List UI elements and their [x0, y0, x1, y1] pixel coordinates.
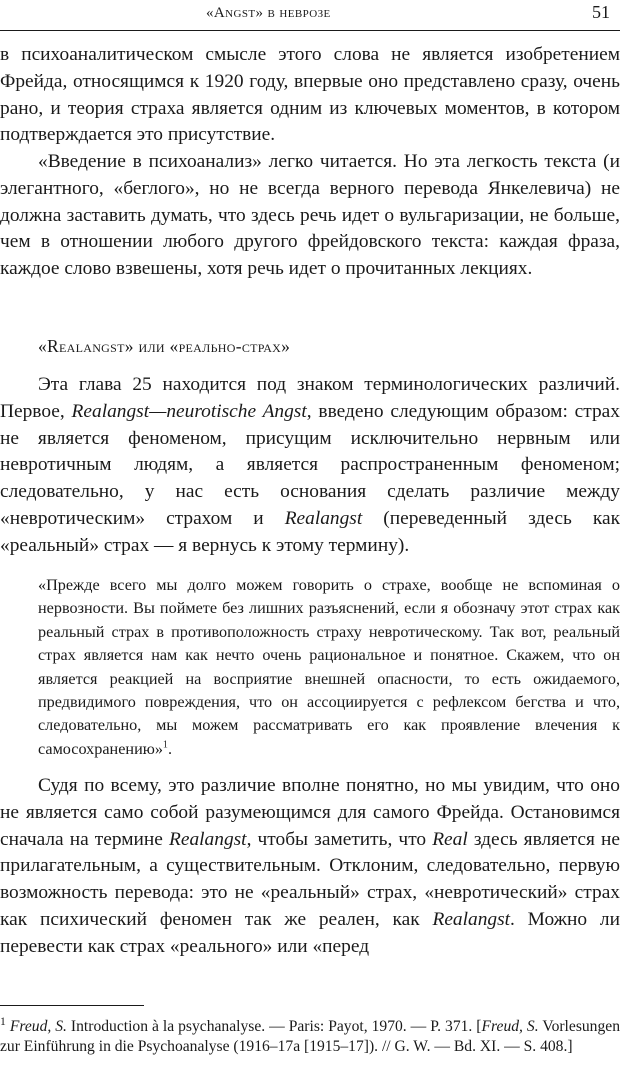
paragraph-4-text-c: , чтобы заметить, что	[246, 828, 433, 850]
footnote-divider	[0, 1005, 144, 1006]
paragraph-4-term-real: Real	[432, 828, 468, 850]
footnote-citation-1: Introduction à la psychanalyse. — Paris: Payot, 1970. — P. 371. [	[66, 1018, 482, 1035]
paragraph-4-text-a: Судя по всему, это различие вполне понятно, но мы увидим, что оно не является само собой разумеющимся для самого Фрейда. Остановимся сначала на термине	[0, 775, 620, 850]
paragraph-2: «Введение в психоанализ» легко читается. Но эта легкость текста (и элегантного, «беглого», но не всегда верного перевода Янкелевича) не должна заставить думать, что здесь речь идет о вульгаризации, не больше, чем в отношении любого другого фрейдовского текста: каждая фраза, каждое слово взвешены, хотя речь идет о прочитанных лекциях.	[0, 151, 620, 280]
footnote-reference[interactable]: 1	[162, 739, 168, 751]
block-quote-text: «Прежде всего мы долго можем говорить о страхе, вообще не вспоминая о нервозности. Вы поймете без лишних разъяснений, если я обозначу этот страх как реальный страх в противоположность страху невротическому. Так вот, реальный страх является нам как нечто очень рациональное и понятное. Скажем, что он является реакцией на восприятие внешней опасности, то есть ожидаемого, предвидимого повреждения, что он ассоциируется с рефлексом бегства и что, следовательно, мы можем рассматривать его как проявление влечения к самосохранению»	[38, 576, 620, 758]
paragraph-4	[0, 773, 620, 961]
paragraph-4-text-g: . Можно ли перевести как страх «реального» или «перед	[0, 908, 620, 957]
footnote-author-1: Freud, S.	[9, 1018, 67, 1035]
running-header	[0, 0, 620, 31]
paragraph-1: в психоаналитическом смысле этого слова не является изобретением Фрейда, относящимся к 1920 году, впервые оно представлено сразу, очень рано, и теория страха является одним из ключевых моментов, в котором подтверждается это присутствие.	[0, 44, 620, 146]
block-quote: «Прежде всего мы долго можем говорить о страхе, вообще не вспоминая о нервозности. Вы поймете без лишних разъяснений, если я обозначу этот страх как реальный страх в противоположность страху невротическому. Так вот, реальный страх является нам как нечто очень рациональное и понятное. Скажем, что он является реакцией на восприятие внешней опасности, то есть ожидаемого, предвидимого повреждения, что он ассоциируется с рефлексом бегства и что, следовательно, мы можем рассматривать его как проявление влечения к самосохранению»$^1$.	[38, 576, 620, 758]
paragraph-4-term-realangst-2: Realangst	[432, 908, 511, 930]
paragraph-3-text-a: Эта глава 25 находится под знаком терминологических различий. Первое,	[0, 374, 620, 422]
paragraph-3-text-e: (переведенный здесь как «реальный» страх — я вернусь к этому термину).	[0, 507, 620, 556]
paragraph-4-text-e: здесь является не прилагательным, а существительным. Отклоним, следовательно, первую возможность перевода: это не «реальный» страх, «невротический» страх как психический феномен так же реален, как	[0, 828, 620, 930]
paragraph-3-text-c: , введено следующим образом: страх не является феноменом, присущим исключительно нервным или невротичным людям, а является распространенным феноменом; следовательно, у нас есть основания сделать различие между «невротическим» страхом и	[0, 400, 620, 529]
running-title: «Angst» в неврозе	[206, 5, 331, 21]
paragraph-3-term-realangst-neurotische: Realangst—neurotische Angst	[71, 400, 307, 422]
paragraph-3	[0, 372, 620, 560]
footnote-author-2: Freud, S.	[481, 1018, 539, 1035]
section-heading: «Realangst» или «реально-страх»	[38, 336, 291, 356]
footnote-marker: 1	[0, 1014, 6, 1028]
footnote-citation-2: Vorlesungen zur Einführung in die Psychoanalyse (1916–17a [1915–17]). // G. W. — Bd. XI. — S. 408.]	[0, 1018, 620, 1055]
paragraph-3-term-realangst: Realangst	[284, 507, 363, 529]
footnote	[0, 1014, 620, 1056]
page-number: 51	[592, 2, 610, 22]
paragraph-4-term-realangst: Realangst	[169, 828, 247, 850]
